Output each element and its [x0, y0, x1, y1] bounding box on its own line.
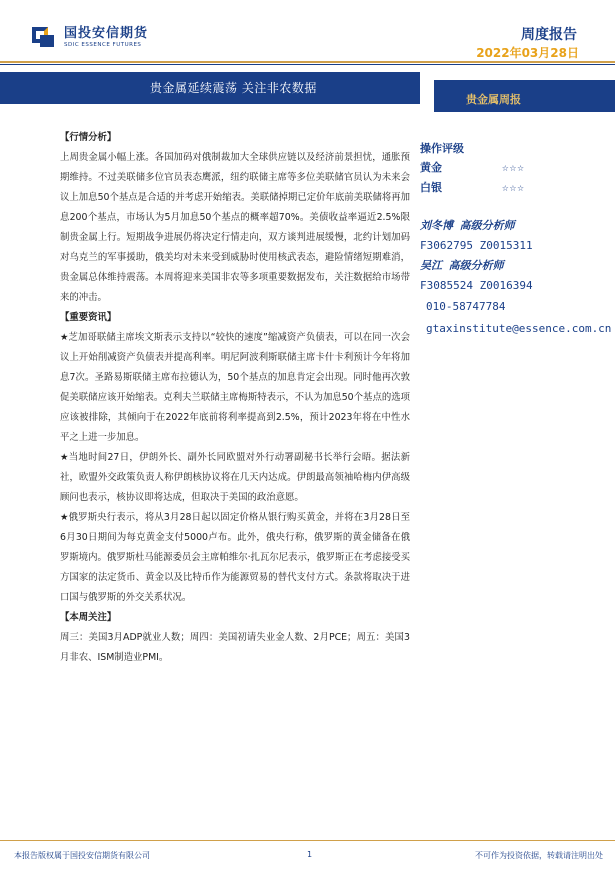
analyst-cert: F3062795 Z0015311 [420, 239, 533, 252]
contact-email[interactable]: gtaxinstitute@essence.com.cn [426, 322, 612, 335]
header-divider [0, 61, 615, 63]
report-date: 2022年03月28日 [476, 46, 579, 60]
rating-stars-icon: ☆☆☆ [502, 181, 525, 194]
market-analysis-text: 上周贵金属小幅上涨。各国加码对俄制裁加大全球供应链以及经济前景担忧，通胀预期维持。不过美联储多位官员表态鹰派，纽约联储主席等多位美联储官员认为未来会议上加息50个基点是合适的并考虑开始缩表。美联储掉期已定价年底前美联储将再加息200个基点，市场认为5月加息50个基点的概率超70%。美债收益率逼近2.5%限制贵金属上行。短期战争进展仍将决定行情走向，双方谈判进展缓慢，北约计划加码对乌克兰的军事援助，俄美均对未来受到威胁时使用核武表态，避险情绪短期难消，贵金属总体维持震荡。本周将迎来美国非农等多项重要数据发布，关注数据给市场带来的冲击。 [60, 152, 410, 303]
report-category: 贵金属周报 [466, 93, 521, 106]
analyst-name: 吴江 高级分析师 [420, 259, 504, 272]
weekly-focus-text: 周三：美国3月ADP就业人数；周四：美国初请失业金人数、2月PCE；周五：美国3月非农、ISM制造业PMI。 [60, 632, 410, 663]
news-item: ★俄罗斯央行表示，将从3月28日起以固定价格从银行购买黄金，并将在3月28日至6月30日期间为每克黄金支付5000卢布。此外，俄央行称，俄罗斯的黄金储备在俄罗斯境内。俄罗斯杜马能源委员会主席帕维尔·扎瓦尔尼表示，俄罗斯正在考虑接受买方国家的法定货币、黄金以及比特币作为能源贸易的替代支付方式。条款将取决于进口国与俄罗斯的外交关系状况。 [60, 512, 410, 603]
title-banner [0, 72, 615, 112]
company-logo [32, 26, 148, 49]
logo-english-name: SDIC ESSENCE FUTURES [64, 42, 142, 48]
rating-row [420, 158, 610, 178]
weekly-focus-title: 【本周关注】 [60, 612, 117, 623]
main-content [60, 128, 410, 668]
rating-name: 白银 [420, 181, 442, 194]
rating-title: 操作评级 [420, 142, 464, 155]
news-item: ★当地时间27日，伊朗外长、副外长同欧盟对外行动署副秘书长举行会晤。据法新社，欧盟外交政策负责人称伊朗核协议将在几天内达成。伊朗最高领袖哈梅内伊高级顾问也表示，核协议即将达成，但取决于美国的政治意愿。 [60, 452, 410, 503]
rating-row [420, 178, 610, 198]
sidebar [420, 140, 610, 340]
analyst-cert: F3085524 Z0016394 [420, 279, 533, 292]
news-item: ★芝加哥联储主席埃文斯表示支持以“较快的速度”缩减资产负债表，可以在同一次会议上开始削减资产负债表并提高利率。明尼阿波利斯联储主席卡什卡利预计今年将加息7次。圣路易斯联储主席布拉德认为，50个基点的加息肯定会出现。同时他再次敦促美联储应该开始缩表。克利夫兰联储主席梅斯特表示，不认为加息50个基点的选项应该被排除，其倾向于在2022年底前将利率提高到2.5%，预计2023年将在中性水平之上进一步加息。 [60, 332, 410, 443]
market-analysis-title: 【行情分析】 [60, 132, 117, 143]
page-number: 1 [307, 850, 313, 859]
category-banner-bar [434, 80, 615, 112]
footer-divider [0, 840, 615, 841]
rating-name: 黄金 [420, 161, 442, 174]
logo-mark-icon [32, 27, 58, 49]
analyst-name: 刘冬博 高级分析师 [420, 219, 515, 232]
news-title: 【重要资讯】 [60, 312, 117, 323]
header-divider-thin [0, 64, 615, 65]
report-title: 贵金属延续震荡 关注非农数据 [150, 81, 317, 95]
footer-disclaimer: 不可作为投资依据，转载请注明出处 [475, 851, 603, 860]
report-type: 周度报告 [521, 27, 577, 43]
rating-stars-icon: ☆☆☆ [502, 161, 525, 174]
footer-copyright: 本报告版权属于国投安信期货有限公司 [14, 851, 150, 860]
logo-chinese-name: 国投安信期货 [64, 26, 149, 41]
contact-phone: 010-58747784 [426, 300, 506, 313]
